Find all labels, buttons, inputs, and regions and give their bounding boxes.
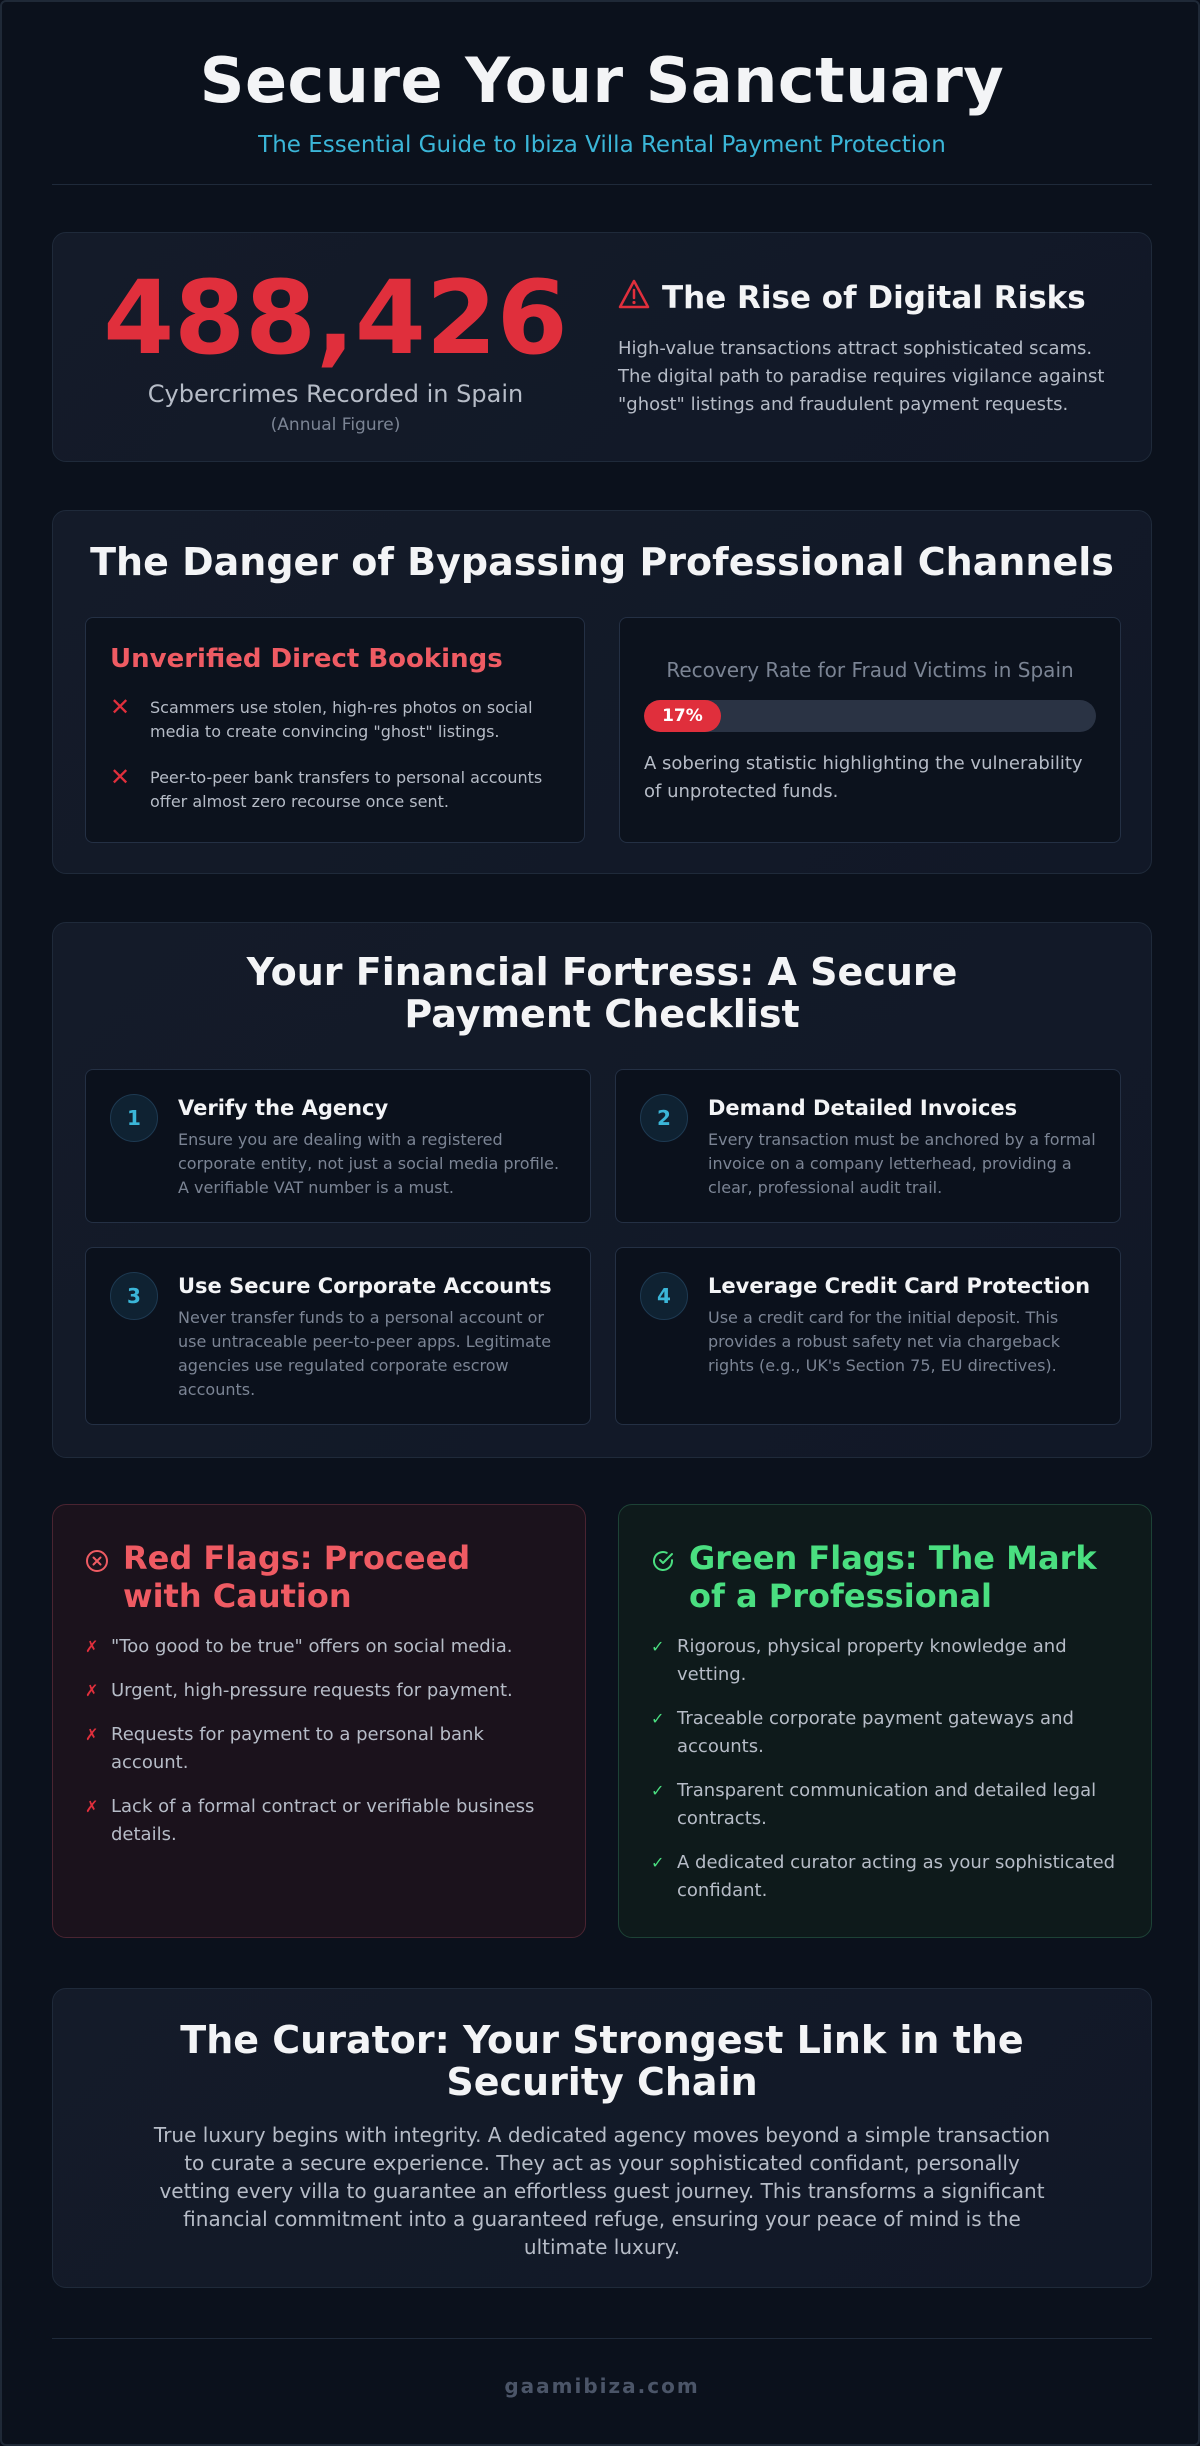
green-flag-text: Transparent communication and detailed legal contracts.	[677, 1780, 1097, 1829]
step-number-badge: 1	[110, 1094, 158, 1142]
cybercrime-label: Cybercrimes Recorded in Spain	[147, 380, 524, 408]
footer-site-link[interactable]: gaamibiza.com	[504, 2374, 700, 2398]
curator-section	[52, 1988, 1152, 2288]
green-flags-list	[651, 1633, 1121, 1921]
red-flags-heading	[85, 1539, 555, 1615]
red-flag-text: Requests for payment to a personal bank account.	[111, 1724, 484, 1773]
green-flag-text: Rigorous, physical property knowledge and vetting.	[677, 1636, 1067, 1685]
green-flags-card	[618, 1504, 1152, 1938]
red-flags-title: Red Flags: Proceed with Caution	[123, 1539, 471, 1615]
cross-mark-icon: ✗	[85, 1725, 99, 1744]
stat-block	[53, 233, 618, 435]
list-item	[85, 1677, 555, 1705]
step-title: Verify the Agency	[178, 1096, 389, 1120]
divider	[52, 2338, 1152, 2339]
warning-triangle-icon	[618, 279, 650, 317]
step-body: Every transaction must be anchored by a formal invoice on a company letterhead, providing a clear, professional audit trail.	[708, 1130, 1096, 1197]
unverified-title: Unverified Direct Bookings	[110, 644, 503, 674]
step-body: Use a credit card for the initial deposit. This provides a robust safety net via chargeback rights (e.g., UK's Section 75, EU directives).	[708, 1308, 1061, 1375]
cybercrime-note: (Annual Figure)	[270, 415, 401, 435]
checklist-step	[85, 1069, 591, 1223]
red-flag-text: Urgent, high-pressure requests for payment.	[111, 1680, 513, 1701]
green-flag-text: A dedicated curator acting as your sophisticated confidant.	[677, 1852, 1116, 1901]
checklist-step	[615, 1069, 1121, 1223]
list-item	[651, 1777, 1121, 1833]
list-item	[651, 1705, 1121, 1761]
step-number-badge: 2	[640, 1094, 688, 1142]
list-item	[85, 1633, 555, 1661]
unverified-item-text: Scammers use stolen, high-res photos on social media to create convincing "ghost" listings.	[150, 698, 533, 741]
recovery-rate-panel	[619, 617, 1121, 843]
step-body: Ensure you are dealing with a registered corporate entity, not just a social media profile. A verifiable VAT number is a must.	[178, 1130, 560, 1197]
green-flag-text: Traceable corporate payment gateways and accounts.	[677, 1708, 1074, 1757]
x-icon: ✕	[110, 763, 131, 791]
divider	[52, 184, 1152, 185]
risk-body: High-value transactions attract sophisticated scams. The digital path to paradise requires vigilance against "ghost" listings and fraudulent payment requests.	[618, 338, 1105, 415]
list-item	[651, 1849, 1121, 1905]
step-title: Demand Detailed Invoices	[708, 1096, 1018, 1120]
checklist-step	[85, 1247, 591, 1425]
page-title: Secure Your Sanctuary	[199, 44, 1005, 117]
red-flags-list	[85, 1633, 555, 1865]
red-flag-text: Lack of a formal contract or verifiable business details.	[111, 1796, 535, 1845]
unverified-item-text: Peer-to-peer bank transfers to personal accounts offer almost zero recourse once sent.	[150, 768, 543, 811]
check-mark-icon: ✓	[651, 1781, 665, 1800]
check-mark-icon: ✓	[651, 1709, 665, 1728]
curator-title: The Curator: Your Strongest Link in the Security Chain	[180, 2018, 1024, 2104]
checklist-step	[615, 1247, 1121, 1425]
check-mark-icon: ✓	[651, 1637, 665, 1656]
step-title: Use Secure Corporate Accounts	[178, 1274, 552, 1298]
risk-title: The Rise of Digital Risks	[662, 280, 1086, 316]
list-item	[85, 1721, 555, 1777]
cybercrime-count: 488,426	[103, 259, 568, 378]
unverified-bookings-panel	[85, 617, 585, 843]
green-flags-heading	[651, 1539, 1121, 1615]
risk-block	[618, 279, 1128, 419]
step-number-badge: 4	[640, 1272, 688, 1320]
checklist-title: Your Financial Fortress: A Secure Payment Checklist	[246, 950, 958, 1036]
red-flags-card	[52, 1504, 586, 1938]
recovery-body: A sobering statistic highlighting the vulnerability of unprotected funds.	[644, 753, 1083, 802]
checklist-section	[52, 922, 1152, 1458]
page-header	[52, 42, 1152, 160]
green-flags-title: Green Flags: The Mark of a Professional	[689, 1539, 1097, 1615]
step-title: Leverage Credit Card Protection	[708, 1274, 1091, 1298]
recovery-progress-fill: 17%	[644, 700, 721, 732]
page-subtitle: The Essential Guide to Ibiza Villa Rental Payment Protection	[258, 132, 946, 158]
recovery-label: Recovery Rate for Fraud Victims in Spain	[666, 658, 1074, 682]
cross-mark-icon: ✗	[85, 1637, 99, 1656]
step-number-badge: 3	[110, 1272, 158, 1320]
x-circle-icon	[85, 1549, 109, 1615]
check-circle-icon	[651, 1549, 675, 1615]
list-item	[110, 693, 560, 744]
cross-mark-icon: ✗	[85, 1797, 99, 1816]
step-body: Never transfer funds to a personal account or use untraceable peer-to-peer apps. Legitimate agencies use regulated corporate escrow accounts.	[178, 1308, 552, 1399]
curator-body: True luxury begins with integrity. A dedicated agency moves beyond a simple transaction to curate a secure experience. They act as your sophisticated confidant, personally vetting every villa to guarantee an effortless guest journey. This transforms a significant financial commitment into a guaranteed refuge, ensuring your peace of mind is the ultimate luxury.	[153, 2123, 1051, 2259]
stat-card	[52, 232, 1152, 462]
cross-mark-icon: ✗	[85, 1681, 99, 1700]
red-flag-text: "Too good to be true" offers on social media.	[111, 1636, 513, 1657]
recovery-progress-bar	[644, 700, 1096, 732]
list-item	[85, 1793, 555, 1849]
danger-section	[52, 510, 1152, 874]
x-icon: ✕	[110, 693, 131, 721]
list-item	[651, 1633, 1121, 1689]
list-item	[110, 763, 560, 814]
danger-title: The Danger of Bypassing Professional Channels	[90, 540, 1114, 584]
check-mark-icon: ✓	[651, 1853, 665, 1872]
risk-heading	[618, 279, 1128, 317]
